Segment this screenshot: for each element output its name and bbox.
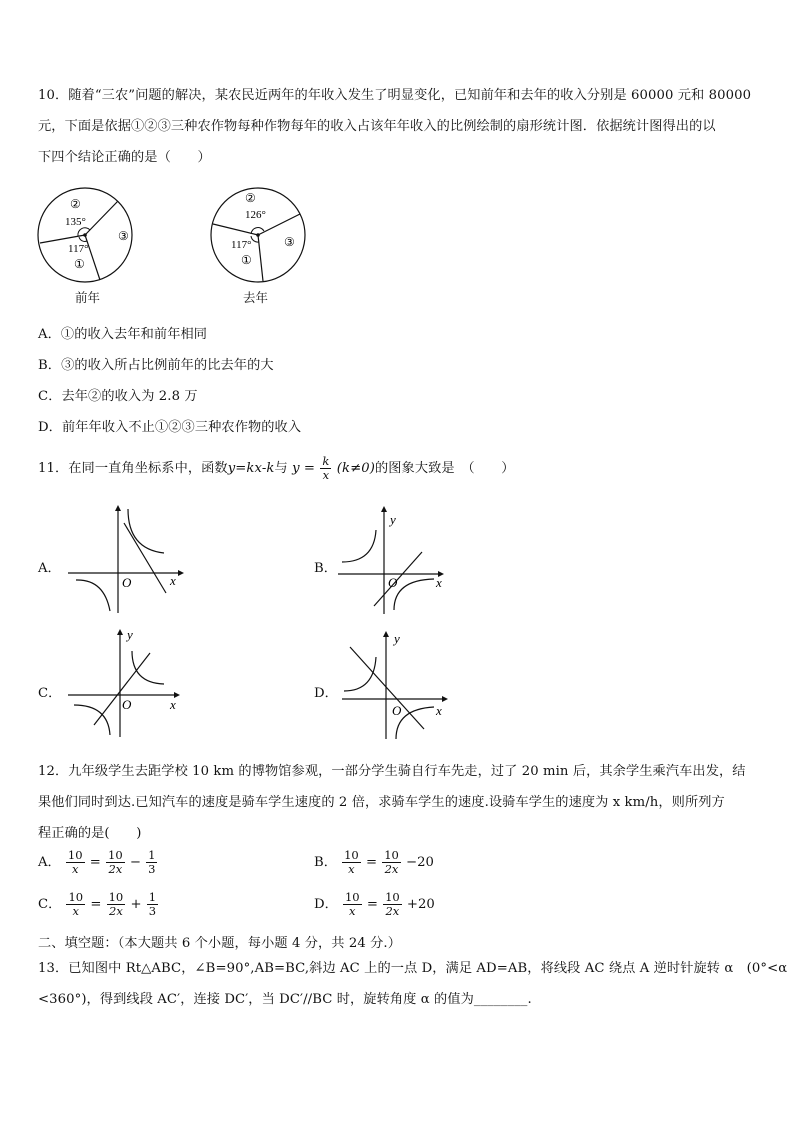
q11-graph-b[interactable] (336, 502, 456, 617)
q12-option-d[interactable] (314, 891, 435, 918)
fraction (382, 849, 401, 876)
equals-sign: = (365, 855, 377, 870)
q11-option-a-label[interactable]: A． (38, 561, 61, 576)
q11-mid: 与 (274, 461, 288, 476)
option-label: B． (314, 855, 337, 870)
x-axis-label: x (436, 575, 442, 590)
q10-option-a[interactable]: A．①的收入去年和前年相同 (38, 327, 208, 342)
fraction-denominator: 2x (109, 904, 123, 918)
x-axis-label: x (170, 697, 176, 712)
fraction (342, 849, 361, 876)
q12-option-c[interactable] (38, 891, 159, 918)
fraction (147, 891, 158, 918)
operator: + (130, 897, 142, 912)
fraction (343, 891, 362, 918)
y-axis-label: y (127, 627, 133, 642)
q10-line-3: 下四个结论正确的是（ ） (38, 150, 211, 165)
pie-center (83, 233, 87, 237)
fraction-numerator: 10 (108, 848, 123, 862)
option-label: D． (314, 897, 338, 912)
fraction-numerator: k (322, 454, 330, 468)
fraction-numerator: 10 (68, 890, 84, 904)
slice-label-2: ② (70, 197, 81, 211)
q10-option-b[interactable]: B．③的收入所占比例前年的比去年的大 (38, 358, 274, 373)
angle-label-126: 126° (245, 209, 266, 221)
y-axis-arrow (383, 631, 389, 637)
y-axis-arrow (115, 505, 121, 511)
y-axis-label: y (394, 631, 400, 646)
angle-label-135: 135° (65, 216, 86, 228)
pie-title-last-year: 去年 (243, 290, 269, 305)
option-label: C． (38, 897, 62, 912)
fraction-numerator: 10 (344, 890, 360, 904)
fraction-numerator: 10 (67, 848, 83, 862)
q12-line-3: 程正确的是( ) (38, 826, 142, 841)
hyperbola-branch (128, 509, 164, 553)
q10-line-1: 10．随着“三农”问题的解决，某农民近两年的年收入发生了明显变化，已知前年和去年的收入分别是 60000 元和 80000 (38, 88, 752, 103)
q11-option-b-label[interactable]: B． (314, 561, 337, 576)
fraction (146, 849, 157, 876)
hyperbola-branch (396, 707, 434, 739)
slice-label-2: ② (245, 191, 256, 205)
fraction (66, 849, 85, 876)
pie-center (256, 233, 260, 237)
hyperbola-branch (76, 580, 110, 611)
x-axis-arrow (178, 570, 184, 576)
slice-label-1: ① (74, 257, 85, 271)
pie-chart-last-year (203, 180, 323, 295)
q11-option-c-label[interactable]: C． (38, 686, 62, 701)
pie-title-previous-year: 前年 (75, 290, 101, 305)
slice-label-3: ③ (118, 229, 129, 243)
q11-func1: y=kx-k (227, 461, 275, 476)
angle-label-117: 117° (231, 239, 252, 251)
q12-line-2: 果他们同时到达.已知汽车的速度是骑车学生速度的 2 倍，求骑车学生的速度.设骑车学生的速度为 x km/h，则所列方 (38, 795, 725, 810)
fraction-numerator: 10 (108, 890, 124, 904)
fraction-denominator: 3 (148, 862, 156, 876)
slice-label-3: ③ (284, 235, 295, 249)
fraction-numerator: 1 (148, 848, 156, 862)
fraction-denominator: x (71, 862, 79, 876)
linear-function-line (374, 552, 422, 606)
fraction (66, 891, 85, 918)
equals-sign: = (90, 897, 102, 912)
hyperbola-branch (342, 530, 376, 562)
linear-function-line (350, 647, 424, 729)
section-2-heading: 二、填空题：（本大题共 6 个小题，每小题 4 分，共 24 分.） (38, 936, 402, 951)
q10-option-c[interactable]: C．去年②的收入为 2.8 万 (38, 389, 198, 404)
fraction-numerator: 1 (148, 890, 157, 904)
q10-line-2: 元，下面是依据①②③三种农作物每种作物每年的收入占该年年收入的比例绘制的扇形统计图．依据统计图得出的以 (38, 119, 716, 134)
fraction (106, 849, 125, 876)
operator: +20 (406, 897, 435, 912)
fraction-numerator: 10 (384, 848, 399, 862)
hyperbola-branch (74, 705, 110, 735)
q12-line-1: 12．九年级学生去距学校 10 km 的博物馆参观，一部分学生骑自行车先走，过了 20 min 后，其余学生乘汽车出发，结 (38, 764, 746, 779)
fraction-numerator: 10 (344, 848, 359, 862)
q11-fraction (320, 455, 331, 482)
fraction (383, 891, 402, 918)
origin-label: O (388, 575, 398, 590)
option-label: A． (38, 855, 61, 870)
fraction-denominator: x (349, 904, 356, 918)
y-axis-arrow (117, 629, 123, 635)
x-axis-label: x (170, 573, 176, 588)
fraction-numerator: 10 (385, 890, 400, 904)
hyperbola-branch (394, 579, 434, 610)
fraction-denominator: x (348, 862, 355, 876)
q11-stem (38, 455, 515, 482)
origin-label: O (392, 703, 402, 718)
q13-line-2: <360°)，得到线段 AC′，连接 DC′，当 DC′//BC 时，旋转角度 α 的值为________. (38, 992, 532, 1007)
operator: −20 (406, 855, 434, 870)
operator: − (129, 855, 141, 870)
origin-label: O (122, 575, 132, 590)
q11-condition: (k≠0) (336, 461, 375, 476)
origin-label: O (122, 697, 132, 712)
x-axis-arrow (442, 696, 448, 702)
q12-option-b[interactable] (314, 849, 434, 876)
hyperbola-branch (344, 657, 376, 691)
fraction (107, 891, 126, 918)
equals-sign: = (89, 855, 101, 870)
x-axis-label: x (436, 703, 442, 718)
q11-graph-d[interactable] (340, 627, 460, 742)
pie-chart-previous-year (30, 180, 150, 295)
equals-sign: = (366, 897, 378, 912)
q11-option-d-label[interactable]: D． (314, 686, 338, 701)
q11-graph-a[interactable] (66, 505, 186, 615)
q11-suffix: 的图象大致是 （ ） (374, 461, 515, 476)
fraction-denominator: x (72, 904, 80, 918)
q12-option-a[interactable] (38, 849, 158, 876)
fraction-denominator: x (322, 468, 330, 482)
fraction-denominator: 2x (108, 862, 123, 876)
y-axis-arrow (381, 506, 387, 512)
q11-prefix: 11．在同一直角坐标系中，函数 (38, 461, 228, 476)
fraction-denominator: 2x (384, 862, 399, 876)
linear-function-line (94, 653, 150, 725)
q13-line-1: 13．已知图中 Rt△ABC，∠B=90°,AB=BC,斜边 AC 上的一点 D，满足 AD=AB，将线段 AC 绕点 A 逆时针旋转 α (0°<α (38, 961, 788, 976)
fraction-denominator: 3 (148, 904, 157, 918)
q11-y-eq: y = (292, 461, 316, 476)
y-axis-label: y (390, 512, 396, 527)
q11-graph-c[interactable] (66, 625, 186, 740)
slice-label-1: ① (241, 253, 252, 267)
fraction-denominator: 2x (385, 904, 400, 918)
angle-label-117: 117° (68, 243, 89, 255)
q10-option-d[interactable]: D．前年年收入不止①②③三种农作物的收入 (38, 420, 302, 435)
